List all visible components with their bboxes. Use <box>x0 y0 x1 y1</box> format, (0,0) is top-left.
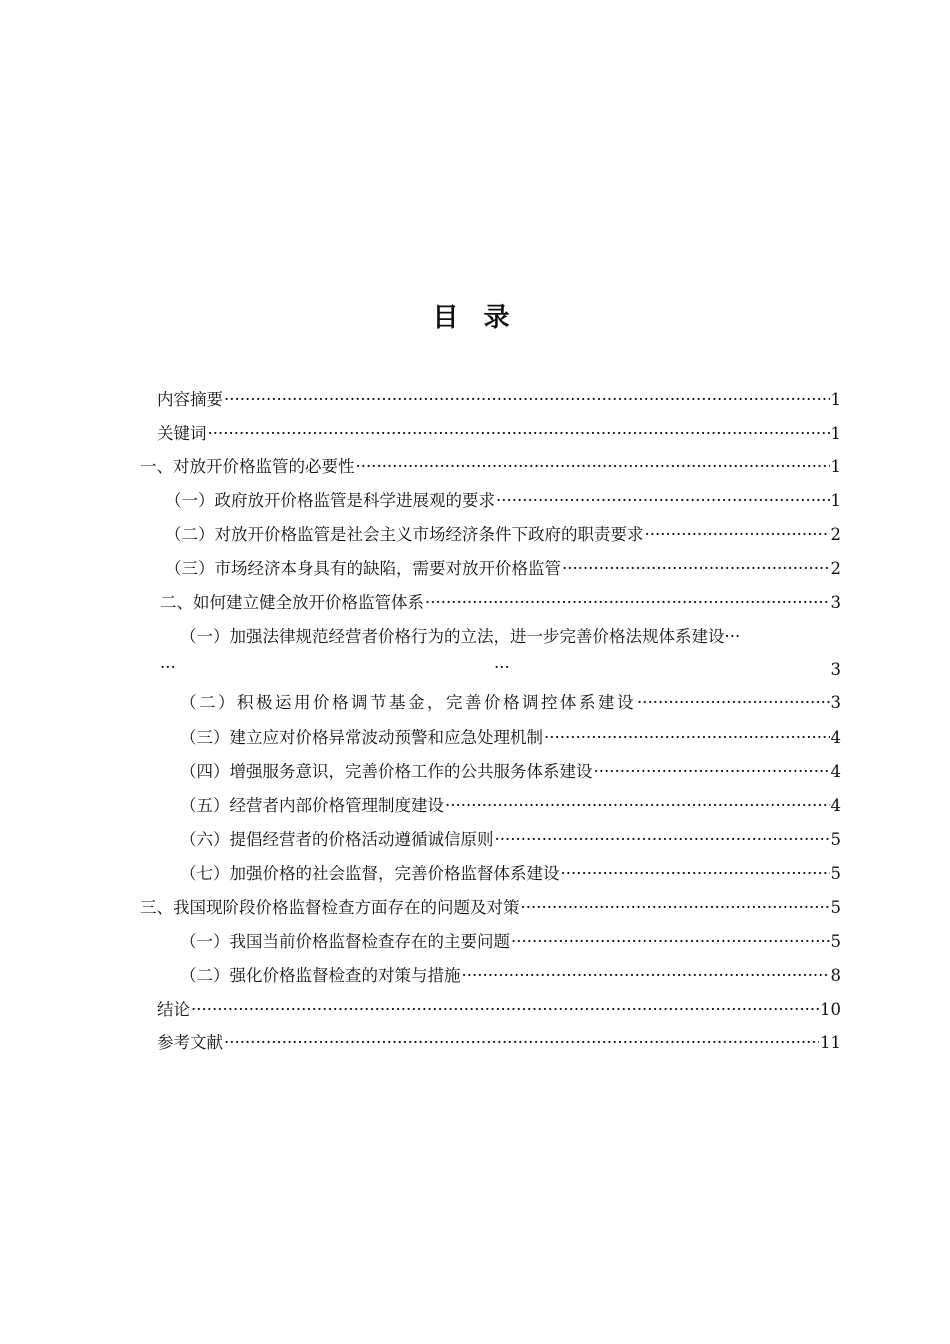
toc-page-number: 5 <box>830 864 841 883</box>
toc-entry-section-1-2[interactable] <box>165 524 841 546</box>
toc-page-number: 3 <box>830 593 841 612</box>
page-title: 目 录 <box>432 303 518 333</box>
toc-label: 参考文献 <box>157 1033 223 1052</box>
toc-leader-dots <box>645 524 830 546</box>
toc-leader-dots <box>544 727 830 749</box>
toc-page-number: 4 <box>830 728 841 747</box>
toc-leader-dots <box>521 897 830 919</box>
toc-leader-dots <box>511 931 830 953</box>
toc-page-number: 4 <box>830 762 841 781</box>
toc-entry-section-1-3[interactable] <box>165 558 841 580</box>
toc-page-number: 8 <box>830 966 841 985</box>
toc-label: 二、如何建立健全放开价格监管体系 <box>160 593 424 612</box>
toc-page-number: 5 <box>830 830 841 849</box>
toc-leader-dots <box>495 829 830 851</box>
toc-page-number: 11 <box>820 1033 841 1052</box>
toc-leader-dots-continued: ··· <box>494 658 510 677</box>
toc-entry-section-1[interactable] <box>140 456 841 478</box>
toc-label: （二）积极运用价格调节基金，完善价格调控体系建设 <box>180 693 636 712</box>
toc-entry-section-2-3[interactable] <box>180 727 841 749</box>
toc-leader-dots <box>637 692 830 714</box>
toc-label: （五）经营者内部价格管理制度建设 <box>180 796 444 815</box>
toc-page-number: 5 <box>830 898 841 917</box>
toc-label: （一）加强法律规范经营者价格行为的立法，进一步完善价格法规体系建设 <box>180 627 725 646</box>
toc-label: （三）建立应对价格异常波动预警和应急处理机制 <box>180 728 543 747</box>
toc-page-number: 2 <box>830 559 841 578</box>
toc-page-number: 1 <box>830 457 841 476</box>
toc-entry-section-3-1[interactable] <box>180 931 841 953</box>
toc-page-number: 10 <box>820 1000 841 1019</box>
toc-page-number: 1 <box>830 424 841 443</box>
toc-leader-dots <box>425 592 830 614</box>
toc-entry-section-2[interactable] <box>160 592 841 614</box>
toc-leader-dots <box>224 389 830 411</box>
toc-entry-abstract[interactable] <box>157 389 841 411</box>
toc-entry-keywords[interactable] <box>157 423 841 445</box>
toc-leader-dots <box>224 1032 819 1054</box>
toc-page-number: 4 <box>830 796 841 815</box>
toc-entry-section-2-7[interactable] <box>180 863 841 885</box>
toc-label: （七）加强价格的社会监督，完善价格监督体系建设 <box>180 864 560 883</box>
toc-entry-section-2-6[interactable] <box>180 829 841 851</box>
toc-entry-conclusion[interactable] <box>157 999 841 1021</box>
toc-leader-dots-trail: ··· <box>724 627 741 646</box>
toc-leader-dots <box>594 761 830 783</box>
toc-page-number: 2 <box>830 525 841 544</box>
toc-entry-section-1-1[interactable] <box>165 490 841 512</box>
toc-entry-section-3-2[interactable] <box>180 965 841 987</box>
toc-label: 关键词 <box>157 424 207 443</box>
toc-label: （四）增强服务意识，完善价格工作的公共服务体系建设 <box>180 762 593 781</box>
toc-entry-section-2-1[interactable] <box>180 626 841 648</box>
toc-entry-references[interactable] <box>157 1032 841 1054</box>
toc-leader-dots <box>562 558 830 580</box>
toc-leader-dots <box>496 490 830 512</box>
toc-entry-section-3[interactable] <box>140 897 841 919</box>
toc-label: 内容摘要 <box>157 390 223 409</box>
toc-label: （三）市场经济本身具有的缺陷，需要对放开价格监管 <box>165 559 561 578</box>
toc-entry-section-2-2[interactable] <box>180 692 841 714</box>
toc-entry-section-2-5[interactable] <box>180 795 841 817</box>
toc-leader-dots <box>561 863 830 885</box>
toc-label: （一）我国当前价格监督检查存在的主要问题 <box>180 932 510 951</box>
toc-leader-dots <box>191 999 819 1021</box>
toc-label: （二）强化价格监督检查的对策与措施 <box>180 966 461 985</box>
toc-leader-dots <box>356 456 830 478</box>
toc-label: 结论 <box>157 1000 190 1019</box>
toc-label: （六）提倡经营者的价格活动遵循诚信原则 <box>180 830 494 849</box>
toc-page-number: 1 <box>830 491 841 510</box>
toc-entry-section-2-4[interactable] <box>180 761 841 783</box>
toc-page-number: 3 <box>830 693 841 712</box>
toc-leader-dots <box>445 795 830 817</box>
toc-label: 三、我国现阶段价格监督检查方面存在的问题及对策 <box>140 898 520 917</box>
toc-label: （二）对放开价格监管是社会主义市场经济条件下政府的职责要求 <box>165 525 644 544</box>
toc-page-number: 5 <box>830 932 841 951</box>
toc-leader-dots <box>208 423 830 445</box>
toc-label: 一、对放开价格监管的必要性 <box>140 457 355 476</box>
toc-leader-dots <box>462 965 830 987</box>
toc-label: （一）政府放开价格监管是科学进展观的要求 <box>165 491 495 510</box>
toc-page-number: 1 <box>830 390 841 409</box>
toc-leader-dots-continued: ··· <box>160 658 176 677</box>
toc-page-number: 3 <box>830 660 841 679</box>
